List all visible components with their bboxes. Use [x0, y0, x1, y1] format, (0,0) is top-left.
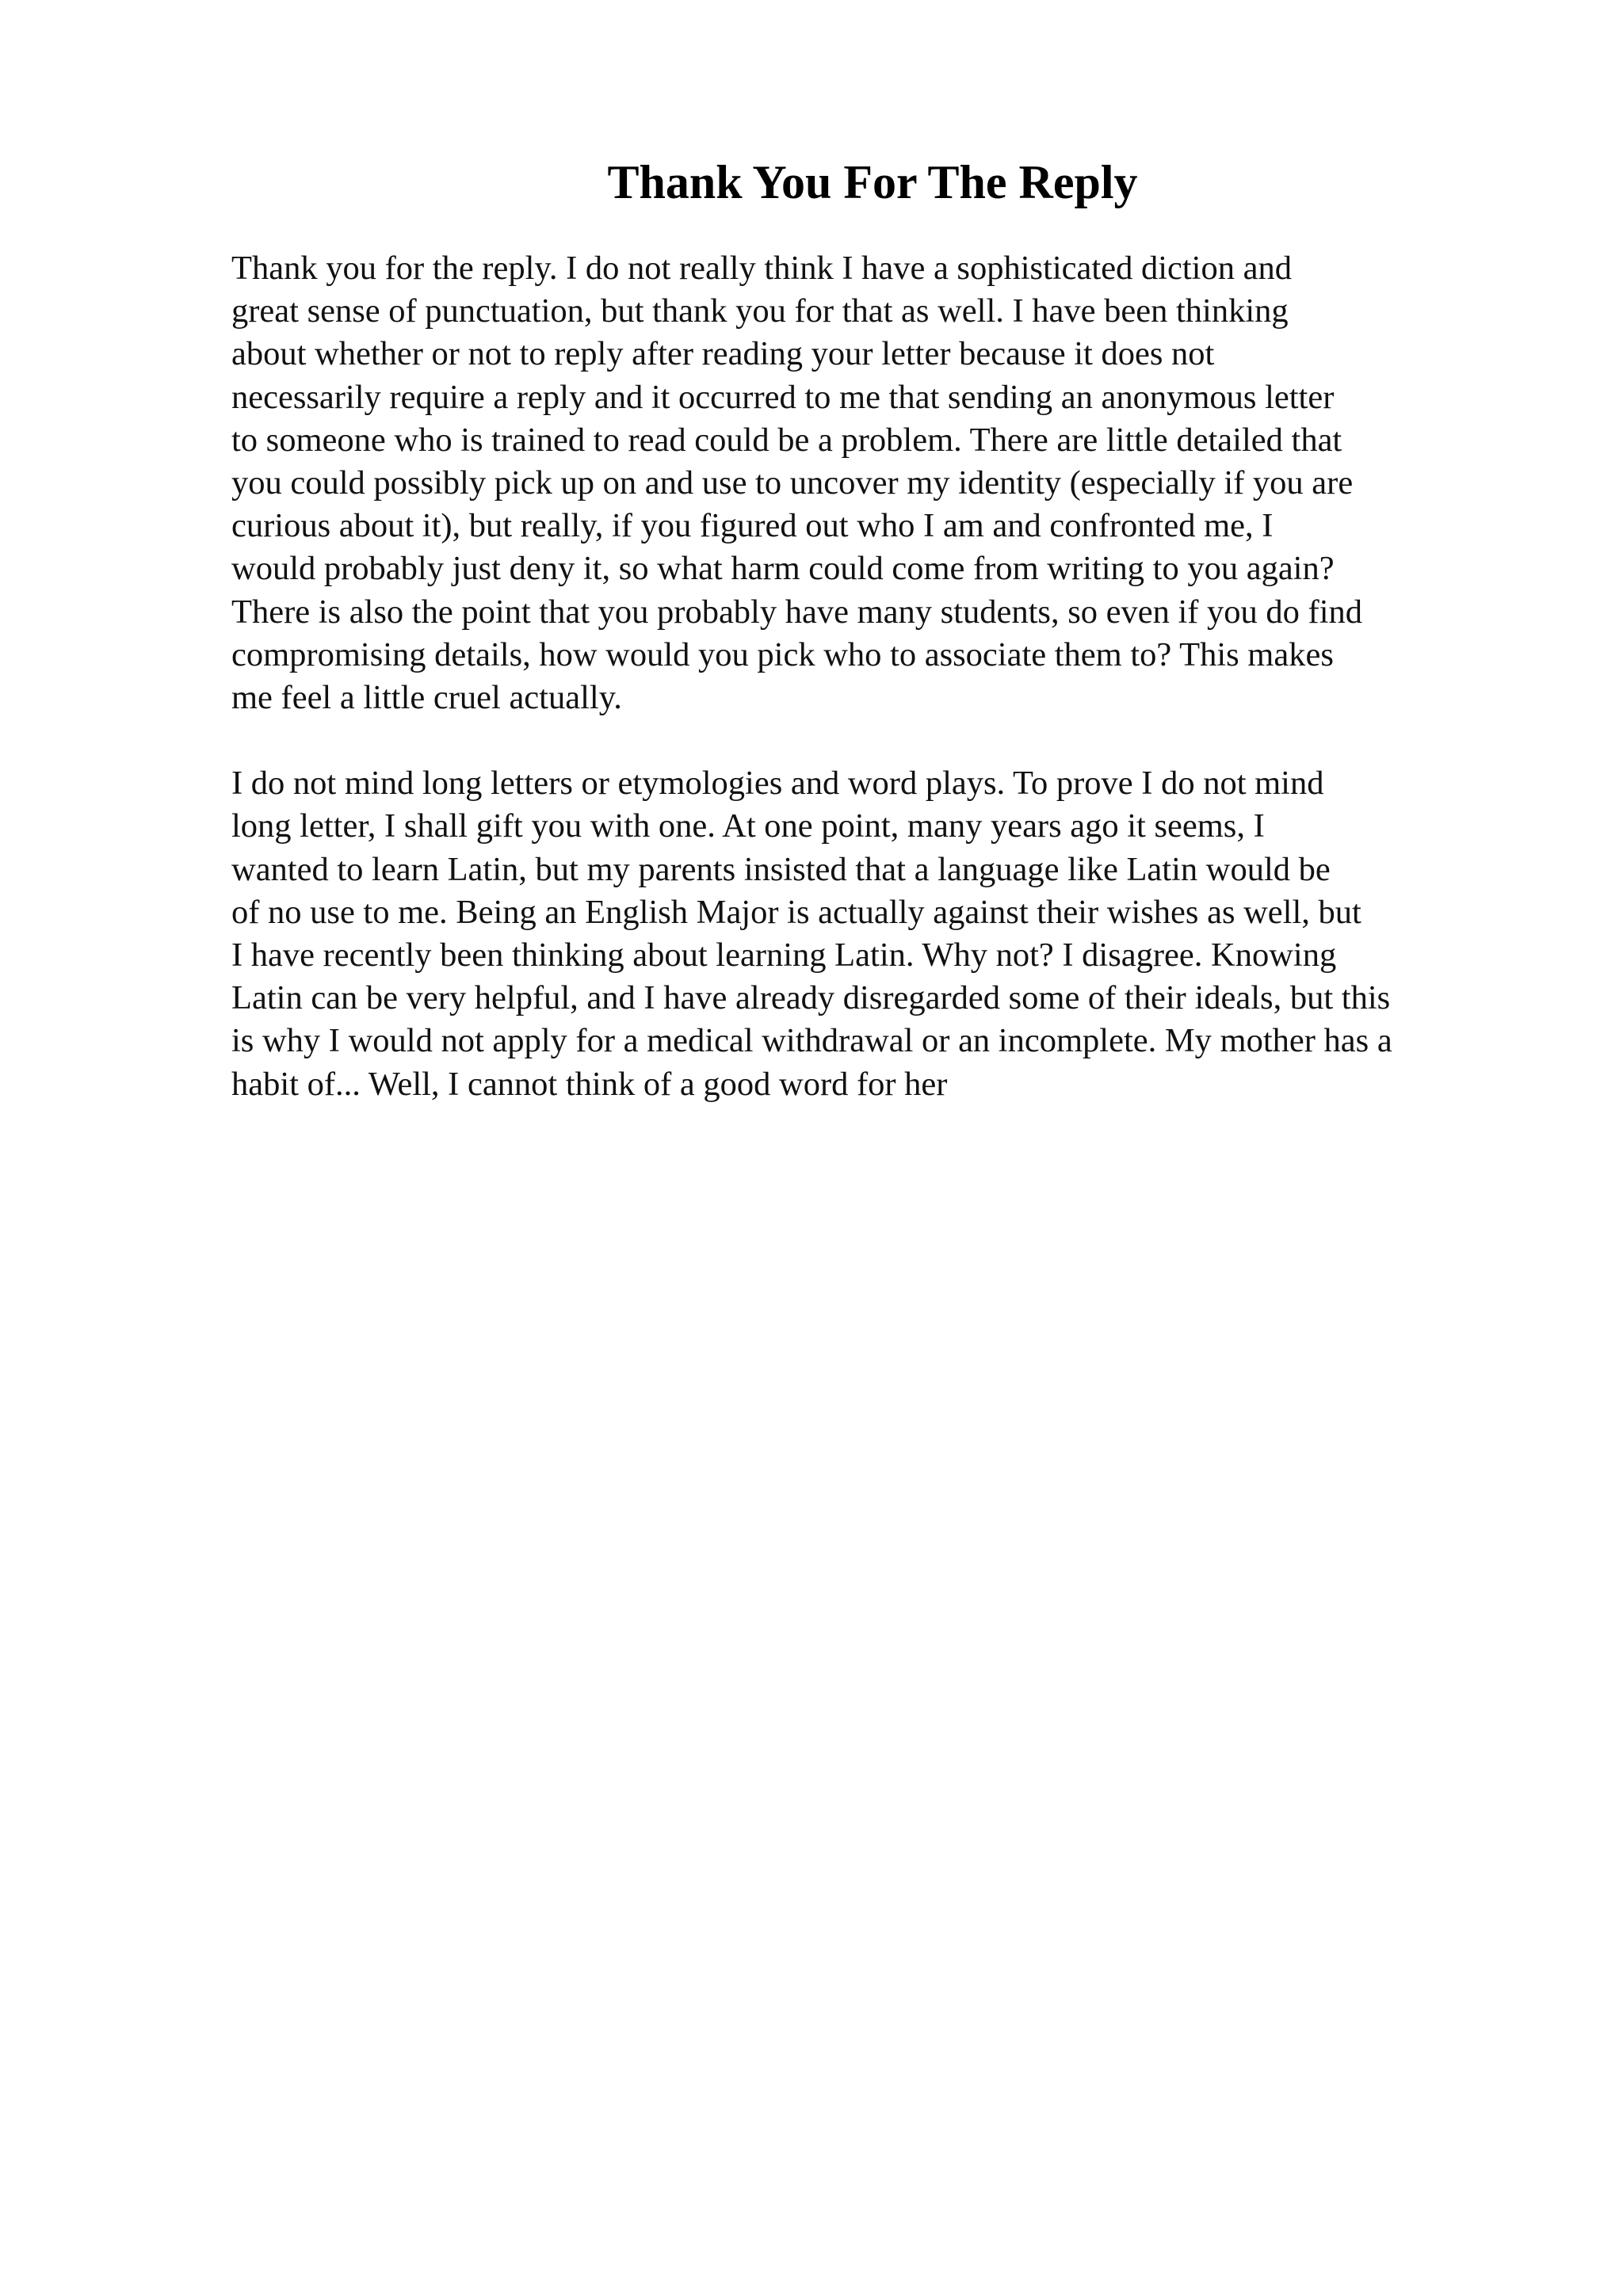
- paragraph-line: necessarily require a reply and it occurred to me that sending an anonymous letter: [231, 378, 1335, 416]
- paragraph-line: wanted to learn Latin, but my parents insisted that a language like Latin would be: [231, 850, 1331, 888]
- paragraph-1: [231, 247, 1515, 719]
- paragraph-line: to someone who is trained to read could be a problem. There are little detailed that: [231, 421, 1342, 459]
- paragraph-line: about whether or not to reply after reading your letter because it does not: [231, 335, 1215, 373]
- paragraph-line: curious about it), but really, if you figured out who I am and confronted me, I: [231, 507, 1274, 545]
- paragraph-line: compromising details, how would you pick who to associate them to? This makes: [231, 635, 1334, 673]
- paragraph-line: is why I would not apply for a medical withdrawal or an incomplete. My mother has a: [231, 1022, 1392, 1060]
- paragraph-line: I do not mind long letters or etymologies and word plays. To prove I do not mind: [231, 765, 1324, 803]
- paragraph-line: would probably just deny it, so what harm could come from writing to you again?: [231, 550, 1335, 588]
- paragraph-2: [231, 762, 1515, 1106]
- paragraph-line: long letter, I shall gift you with one. At one point, many years ago it seems, I: [231, 807, 1265, 845]
- paragraph-line: There is also the point that you probably have many students, so even if you do find: [231, 593, 1363, 631]
- document-title: Thank You For The Reply: [607, 156, 1138, 208]
- paragraph-line: me feel a little cruel actually.: [231, 679, 622, 717]
- paragraph-line: of no use to me. Being an English Major is actually against their wishes as well, but: [231, 893, 1361, 931]
- paragraph-line: Thank you for the reply. I do not really think I have a sophisticated diction and: [231, 250, 1292, 287]
- document-body: [231, 247, 1515, 1106]
- paragraph-line: great sense of punctuation, but thank you for that as well. I have been thinking: [231, 292, 1289, 330]
- paragraph-line: Latin can be very helpful, and I have already disregarded some of their ideals, but this: [231, 979, 1391, 1017]
- paragraph-line: I have recently been thinking about learning Latin. Why not? I disagree. Knowing: [231, 936, 1337, 974]
- paragraph-line: you could possibly pick up on and use to uncover my identity (especially if you are: [231, 464, 1354, 502]
- paragraph-line: habit of... Well, I cannot think of a good word for her: [231, 1065, 948, 1103]
